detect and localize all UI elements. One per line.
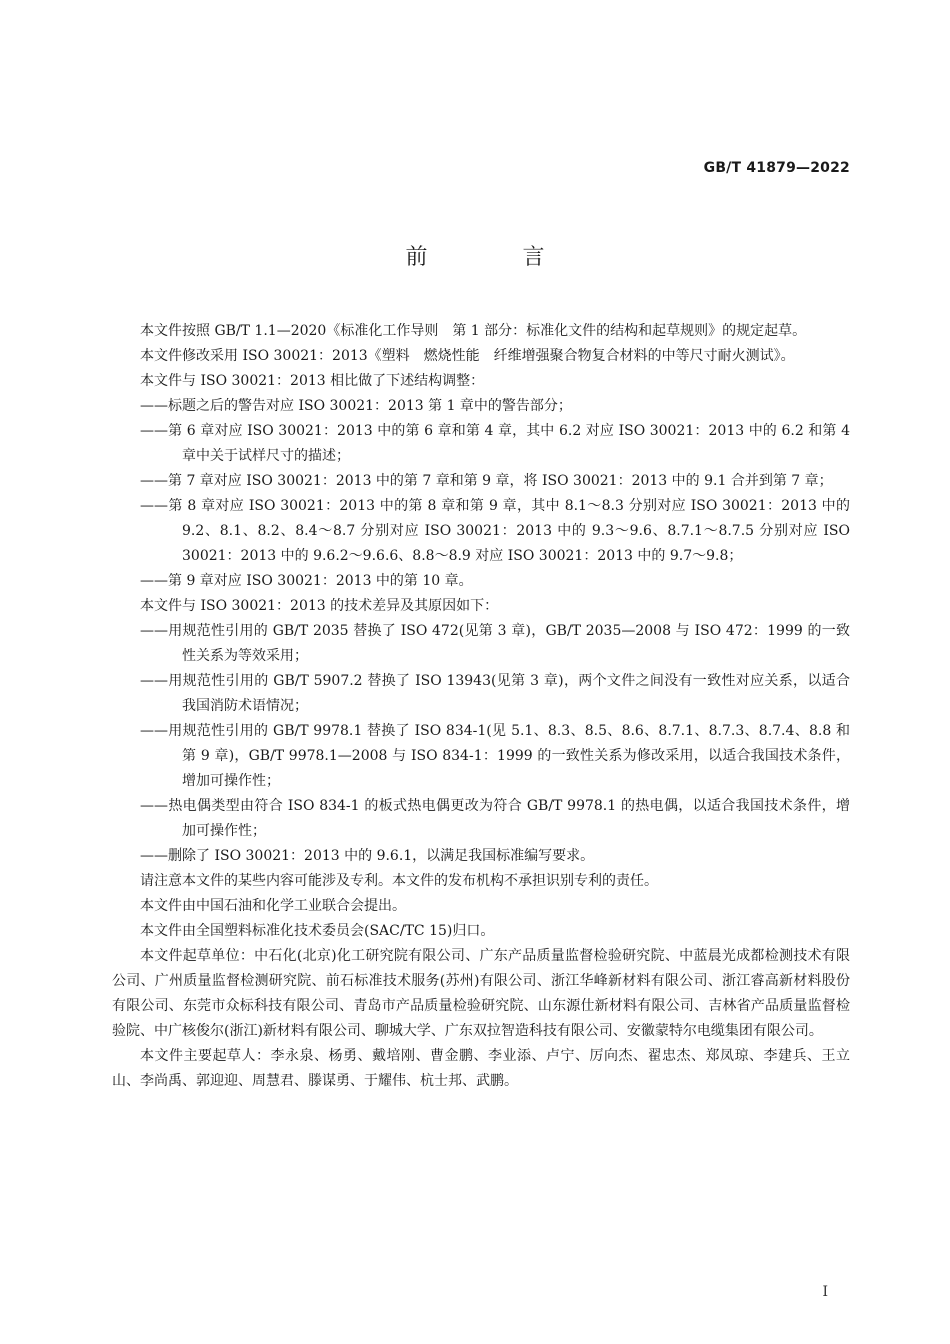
list-item-structure-ch6: ——第 6 章对应 ISO 30021：2013 中的第 6 章和第 4 章，其中 6.2 对应 ISO 30021：2013 中的 6.2 和第 4 章中关于试样尺寸的描述；: [140, 423, 850, 464]
paragraph-proposed-by: 本文件由中国石油和化学工业联合会提出。: [140, 898, 406, 914]
list-item-structure-warning: ——标题之后的警告对应 ISO 30021：2013 第 1 章中的警告部分；: [140, 398, 572, 414]
list-item-structure-ch9: ——第 9 章对应 ISO 30021：2013 中的第 10 章。: [140, 573, 473, 589]
paragraph-technical-committee: 本文件由全国塑料标准化技术委员会(SAC/TC 15)归口。: [140, 923, 495, 939]
paragraph-drafting-rules: 本文件按照 GB/T 1.1—2020《标准化工作导则 第 1 部分：标准化文件的结构和起草规则》的规定起草。: [140, 323, 807, 339]
page-number: I: [822, 1284, 828, 1300]
page-title: 前 言: [405, 245, 589, 270]
paragraph-adoption: 本文件修改采用 ISO 30021：2013《塑料 燃烧性能 纤维增强聚合物复合材料的中等尺寸耐火测试》。: [140, 348, 795, 364]
list-item-structure-ch8: ——第 8 章对应 ISO 30021：2013 中的第 8 章和第 9 章，其中 8.1～8.3 分别对应 ISO 30021：2013 中的 9.2、8.1、8.2、8.4～8.7 分别对应 ISO 30021：2013 中的 9.3～9.6、8.7.1～8.7.5 分别对应 ISO 30021：2013 中的 9.6.2～9.6.6、8.8～8.9 对应 ISO 30021：2013 中的 9.7～9.8；: [140, 498, 850, 564]
list-item-diff-thermocouple: ——热电偶类型由符合 ISO 834-1 的板式热电偶更改为符合 GB/T 9978.1 的热电偶，以适合我国技术条件，增加可操作性；: [140, 798, 850, 839]
foreword-body: [112, 319, 850, 1094]
list-item-structure-ch7: ——第 7 章对应 ISO 30021：2013 中的第 7 章和第 9 章，将 ISO 30021：2013 中的 9.1 合并到第 7 章；: [140, 473, 833, 489]
paragraph-drafting-organizations: 本文件起草单位：中石化(北京)化工研究院有限公司、广东产品质量监督检验研究院、中蓝晨光成都检测技术有限公司、广州质量监督检测研究院、前石标准技术服务(苏州)有限公司、浙江华峰新材料有限公司、浙江睿高新材料股份有限公司、东莞市众标科技有限公司、青岛市产品质量检验研究院、山东源仕新材料有限公司、吉林省产品质量监督检验院、中广核俊尔(浙江)新材料有限公司、聊城大学、广东双拉智造科技有限公司、安徽蒙特尔电缆集团有限公司。: [112, 948, 850, 1039]
list-item-diff-deleted: ——删除了 ISO 30021：2013 中的 9.6.1，以满足我国标准编写要求。: [140, 848, 595, 864]
document-code: GB/T 41879—2022: [703, 160, 850, 176]
list-item-diff-gbt9978: ——用规范性引用的 GB/T 9978.1 替换了 ISO 834-1(见 5.1、8.3、8.5、8.6、8.7.1、8.7.3、8.7.4、8.8 和第 9 章)，GB/T 9978.1—2008 与 ISO 834-1：1999 的一致性关系为修改采用，以适合我国技术条件，增加可操作性；: [140, 723, 850, 789]
paragraph-main-drafters: 本文件主要起草人：李永泉、杨勇、戴培刚、曹金鹏、李业添、卢宁、厉向杰、翟忠杰、郑凤琼、李建兵、王立山、李尚禹、郭迎迎、周慧君、滕谋勇、于耀伟、杭士邦、武鹏。: [112, 1048, 850, 1089]
paragraph-technical-diff-intro: 本文件与 ISO 30021：2013 的技术差异及其原因如下：: [140, 598, 499, 614]
list-item-diff-gbt2035: ——用规范性引用的 GB/T 2035 替换了 ISO 472(见第 3 章)，GB/T 2035—2008 与 ISO 472：1999 的一致性关系为等效采用；: [140, 623, 850, 664]
paragraph-patent-notice: 请注意本文件的某些内容可能涉及专利。本文件的发布机构不承担识别专利的责任。: [140, 873, 658, 889]
paragraph-structure-intro: 本文件与 ISO 30021：2013 相比做了下述结构调整：: [140, 373, 485, 389]
list-item-diff-gbt5907: ——用规范性引用的 GB/T 5907.2 替换了 ISO 13943(见第 3 章)，两个文件之间没有一致性对应关系，以适合我国消防术语情况；: [140, 673, 850, 714]
